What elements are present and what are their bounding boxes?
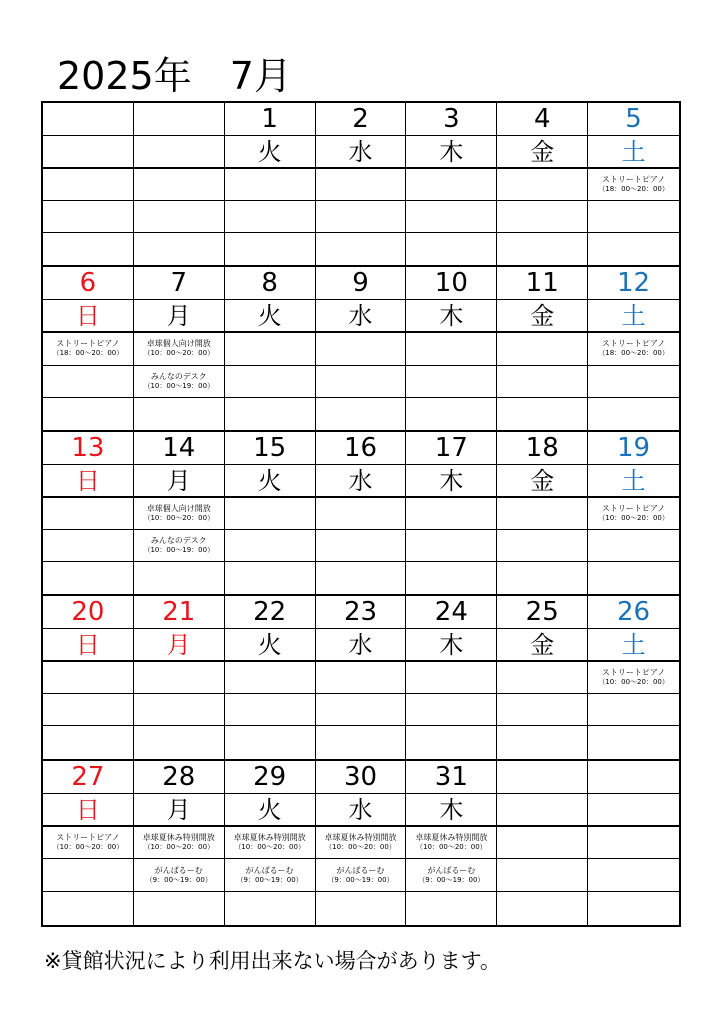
event-name: 卓球個人向け開放 — [146, 503, 211, 513]
event-slot — [588, 530, 679, 562]
event-slot — [134, 530, 224, 562]
event-slot — [316, 201, 406, 233]
calendar-day-cell — [406, 103, 497, 267]
day-of-week: 金 — [497, 465, 587, 498]
day-of-week: 水 — [316, 300, 406, 333]
day-of-week: 金 — [497, 629, 587, 662]
event-slot — [225, 662, 315, 694]
event-slot — [225, 498, 315, 530]
day-number: 11 — [497, 267, 587, 300]
event-slot — [225, 201, 315, 233]
event-slot — [134, 562, 224, 594]
event-name: ストリートピアノ — [601, 668, 666, 678]
day-number: 25 — [497, 596, 587, 629]
calendar-day-cell — [43, 432, 134, 596]
day-number: 14 — [134, 432, 224, 465]
event-time: （10：00～20：00） — [234, 842, 305, 851]
event-name: 卓球夏休み特別開放 — [415, 832, 488, 842]
event-slot — [43, 169, 133, 201]
calendar-day-cell — [588, 761, 679, 925]
event-slot — [316, 398, 406, 430]
event-slot — [134, 201, 224, 233]
calendar-day-cell — [497, 761, 588, 925]
day-number: 16 — [316, 432, 406, 465]
calendar-day-cell — [497, 267, 588, 431]
event-slot — [406, 726, 496, 758]
day-of-week: 木 — [406, 794, 496, 827]
event-slot — [134, 398, 224, 430]
calendar-day-cell — [134, 103, 225, 267]
event-time: （9：00～19：00） — [418, 875, 485, 884]
calendar-day-cell — [225, 761, 316, 925]
day-of-week: 木 — [406, 300, 496, 333]
event-slot — [588, 662, 679, 694]
event-slot — [316, 662, 406, 694]
calendar-day-cell — [497, 103, 588, 267]
day-number: 22 — [225, 596, 315, 629]
event-slot — [588, 333, 679, 365]
calendar-day-cell — [43, 761, 134, 925]
day-number: 24 — [406, 596, 496, 629]
event-slot — [406, 827, 496, 860]
day-number: 17 — [406, 432, 496, 465]
event-name: ストリートピアノ — [56, 832, 120, 842]
event-name: みんなのデスク — [150, 535, 207, 545]
calendar-title: 2025年 7月 — [57, 54, 292, 98]
event-slot — [225, 859, 315, 892]
calendar-day-cell — [316, 761, 407, 925]
day-of-week: 日 — [43, 629, 133, 662]
event-name: 卓球夏休み特別開放 — [324, 832, 397, 842]
event-slot — [225, 726, 315, 758]
event-time: （18：00～20：00） — [598, 349, 669, 358]
event-slot — [406, 530, 496, 562]
day-of-week: 金 — [497, 136, 587, 169]
event-slot — [43, 662, 133, 694]
event-name: がんばるーむ — [336, 865, 385, 875]
day-number: 8 — [225, 267, 315, 300]
day-number: 12 — [588, 267, 679, 300]
event-slot — [588, 726, 679, 758]
day-number: 1 — [225, 103, 315, 136]
day-number: 31 — [406, 761, 496, 794]
day-of-week: 木 — [406, 629, 496, 662]
day-number: 30 — [316, 761, 406, 794]
calendar-day-cell — [316, 596, 407, 760]
event-time: （9：00～19：00） — [145, 875, 212, 884]
day-of-week: 火 — [225, 629, 315, 662]
calendar-day-cell — [406, 596, 497, 760]
event-slot — [406, 233, 496, 265]
event-time: （10：00～20：00） — [143, 842, 215, 851]
event-name: ストリートピアノ — [601, 503, 666, 513]
event-name: ストリートピアノ — [56, 339, 120, 349]
event-slot — [316, 892, 406, 925]
day-of-week — [588, 794, 679, 827]
event-slot — [134, 892, 224, 925]
calendar-day-cell — [225, 103, 316, 267]
calendar-day-cell — [588, 103, 679, 267]
event-slot — [134, 366, 224, 398]
event-name: 卓球個人向け開放 — [146, 339, 211, 349]
event-slot — [225, 366, 315, 398]
event-slot — [134, 662, 224, 694]
event-slot — [588, 859, 679, 892]
day-of-week: 火 — [225, 465, 315, 498]
event-slot — [588, 366, 679, 398]
event-slot — [497, 233, 587, 265]
event-slot — [588, 169, 679, 201]
event-slot — [43, 233, 133, 265]
day-number: 27 — [43, 761, 133, 794]
day-number: 9 — [316, 267, 406, 300]
event-slot — [497, 530, 587, 562]
day-number: 3 — [406, 103, 496, 136]
calendar-day-cell — [588, 596, 679, 760]
calendar-day-cell — [588, 432, 679, 596]
event-slot — [316, 530, 406, 562]
event-slot — [497, 366, 587, 398]
event-slot — [406, 859, 496, 892]
event-name: ストリートピアノ — [601, 175, 666, 185]
event-slot — [497, 694, 587, 726]
event-slot — [225, 233, 315, 265]
event-slot — [406, 333, 496, 365]
day-number: 18 — [497, 432, 587, 465]
day-of-week — [497, 794, 587, 827]
event-slot — [316, 562, 406, 594]
event-slot — [497, 498, 587, 530]
event-slot — [406, 169, 496, 201]
event-slot — [43, 694, 133, 726]
event-slot — [588, 562, 679, 594]
event-slot — [588, 233, 679, 265]
event-time: （10：00～19：00） — [143, 381, 215, 390]
event-time: （9：00～19：00） — [236, 875, 303, 884]
event-slot — [406, 694, 496, 726]
event-slot — [588, 201, 679, 233]
day-of-week: 日 — [43, 794, 133, 827]
day-number: 10 — [406, 267, 496, 300]
day-number: 5 — [588, 103, 679, 136]
calendar-day-cell — [225, 432, 316, 596]
calendar-day-cell — [406, 267, 497, 431]
day-of-week: 水 — [316, 136, 406, 169]
event-slot — [497, 662, 587, 694]
day-number: 29 — [225, 761, 315, 794]
event-slot — [43, 366, 133, 398]
event-name: ストリートピアノ — [601, 339, 666, 349]
event-slot — [406, 366, 496, 398]
event-slot — [497, 827, 587, 860]
calendar-day-cell — [406, 761, 497, 925]
day-number — [134, 103, 224, 136]
event-slot — [43, 530, 133, 562]
calendar-day-cell — [497, 432, 588, 596]
day-number: 15 — [225, 432, 315, 465]
day-of-week: 水 — [316, 794, 406, 827]
day-of-week: 土 — [588, 136, 679, 169]
day-of-week: 日 — [43, 465, 133, 498]
day-of-week: 火 — [225, 136, 315, 169]
calendar-day-cell — [43, 103, 134, 267]
calendar-day-cell — [225, 267, 316, 431]
event-slot — [588, 498, 679, 530]
event-name: がんばるーむ — [427, 865, 476, 875]
calendar-day-cell — [225, 596, 316, 760]
event-time: （10：00～20：00） — [598, 678, 669, 687]
event-slot — [316, 333, 406, 365]
event-slot — [316, 859, 406, 892]
day-number: 13 — [43, 432, 133, 465]
day-number — [43, 103, 133, 136]
event-slot — [406, 398, 496, 430]
day-of-week: 火 — [225, 300, 315, 333]
event-slot — [225, 530, 315, 562]
day-of-week: 土 — [588, 629, 679, 662]
event-slot — [225, 827, 315, 860]
day-of-week: 月 — [134, 465, 224, 498]
day-of-week: 水 — [316, 465, 406, 498]
day-of-week: 水 — [316, 629, 406, 662]
event-name: がんばるーむ — [245, 865, 294, 875]
day-number: 26 — [588, 596, 679, 629]
day-of-week: 土 — [588, 300, 679, 333]
calendar-day-cell — [497, 596, 588, 760]
event-time: （18：00～20：00） — [598, 185, 669, 194]
day-of-week: 木 — [406, 136, 496, 169]
event-time: （10：00～19：00） — [143, 545, 215, 554]
event-slot — [588, 694, 679, 726]
day-of-week: 木 — [406, 465, 496, 498]
event-slot — [134, 827, 224, 860]
day-number: 7 — [134, 267, 224, 300]
day-number: 6 — [43, 267, 133, 300]
calendar-day-cell — [316, 432, 407, 596]
event-slot — [225, 398, 315, 430]
day-number — [497, 761, 587, 794]
event-time: （10：00～20：00） — [52, 842, 124, 851]
event-slot — [43, 562, 133, 594]
event-slot — [316, 694, 406, 726]
day-number: 2 — [316, 103, 406, 136]
event-slot — [43, 726, 133, 758]
event-slot — [497, 562, 587, 594]
day-of-week — [43, 136, 133, 169]
event-slot — [497, 398, 587, 430]
day-of-week: 土 — [588, 465, 679, 498]
event-time: （10：00～20：00） — [416, 842, 487, 851]
footer-note: ※貸館状況により利用出来ない場合があります。 — [44, 949, 501, 973]
event-slot — [588, 892, 679, 925]
event-slot — [225, 694, 315, 726]
event-name: 卓球夏休み特別開放 — [142, 832, 215, 842]
calendar-day-cell — [134, 596, 225, 760]
event-time: （18：00～20：00） — [52, 349, 124, 358]
event-slot — [406, 562, 496, 594]
event-slot — [316, 233, 406, 265]
event-slot — [43, 892, 133, 925]
calendar-day-cell — [43, 267, 134, 431]
event-slot — [134, 694, 224, 726]
event-slot — [497, 726, 587, 758]
calendar-day-cell — [43, 596, 134, 760]
event-name: がんばるーむ — [154, 865, 203, 875]
day-of-week: 日 — [43, 300, 133, 333]
event-slot — [406, 498, 496, 530]
calendar-day-cell — [134, 761, 225, 925]
event-slot — [316, 498, 406, 530]
calendar-day-cell — [316, 267, 407, 431]
event-slot — [497, 892, 587, 925]
event-name: みんなのデスク — [150, 371, 207, 381]
event-slot — [225, 169, 315, 201]
day-of-week: 月 — [134, 300, 224, 333]
day-number: 28 — [134, 761, 224, 794]
day-number: 23 — [316, 596, 406, 629]
day-of-week: 月 — [134, 629, 224, 662]
event-slot — [588, 827, 679, 860]
day-number: 4 — [497, 103, 587, 136]
event-slot — [497, 201, 587, 233]
event-slot — [134, 333, 224, 365]
event-name: 卓球夏休み特別開放 — [233, 832, 306, 842]
event-time: （10：00～20：00） — [325, 842, 396, 851]
event-slot — [225, 892, 315, 925]
event-slot — [316, 169, 406, 201]
event-slot — [225, 333, 315, 365]
calendar-day-cell — [134, 267, 225, 431]
calendar-day-cell — [406, 432, 497, 596]
event-slot — [43, 827, 133, 860]
day-of-week — [134, 136, 224, 169]
day-number: 21 — [134, 596, 224, 629]
event-slot — [134, 498, 224, 530]
day-of-week: 火 — [225, 794, 315, 827]
event-slot — [43, 398, 133, 430]
event-slot — [134, 859, 224, 892]
calendar-day-cell — [588, 267, 679, 431]
day-of-week: 月 — [134, 794, 224, 827]
event-slot — [497, 333, 587, 365]
calendar-grid — [41, 101, 681, 927]
event-slot — [134, 169, 224, 201]
event-slot — [316, 366, 406, 398]
event-slot — [134, 233, 224, 265]
calendar-day-cell — [134, 432, 225, 596]
day-of-week: 金 — [497, 300, 587, 333]
event-slot — [43, 201, 133, 233]
event-slot — [406, 201, 496, 233]
event-slot — [406, 662, 496, 694]
event-time: （10：00～20：00） — [598, 513, 669, 522]
event-slot — [316, 726, 406, 758]
event-time: （10：00～20：00） — [143, 513, 215, 522]
event-slot — [316, 827, 406, 860]
event-slot — [406, 892, 496, 925]
day-number: 20 — [43, 596, 133, 629]
event-slot — [43, 333, 133, 365]
calendar-day-cell — [316, 103, 407, 267]
event-slot — [225, 562, 315, 594]
event-slot — [134, 726, 224, 758]
event-time: （10：00～20：00） — [143, 349, 215, 358]
event-time: （9：00～19：00） — [327, 875, 394, 884]
event-slot — [43, 859, 133, 892]
event-slot — [497, 859, 587, 892]
day-number: 19 — [588, 432, 679, 465]
event-slot — [497, 169, 587, 201]
day-number — [588, 761, 679, 794]
event-slot — [588, 398, 679, 430]
event-slot — [43, 498, 133, 530]
